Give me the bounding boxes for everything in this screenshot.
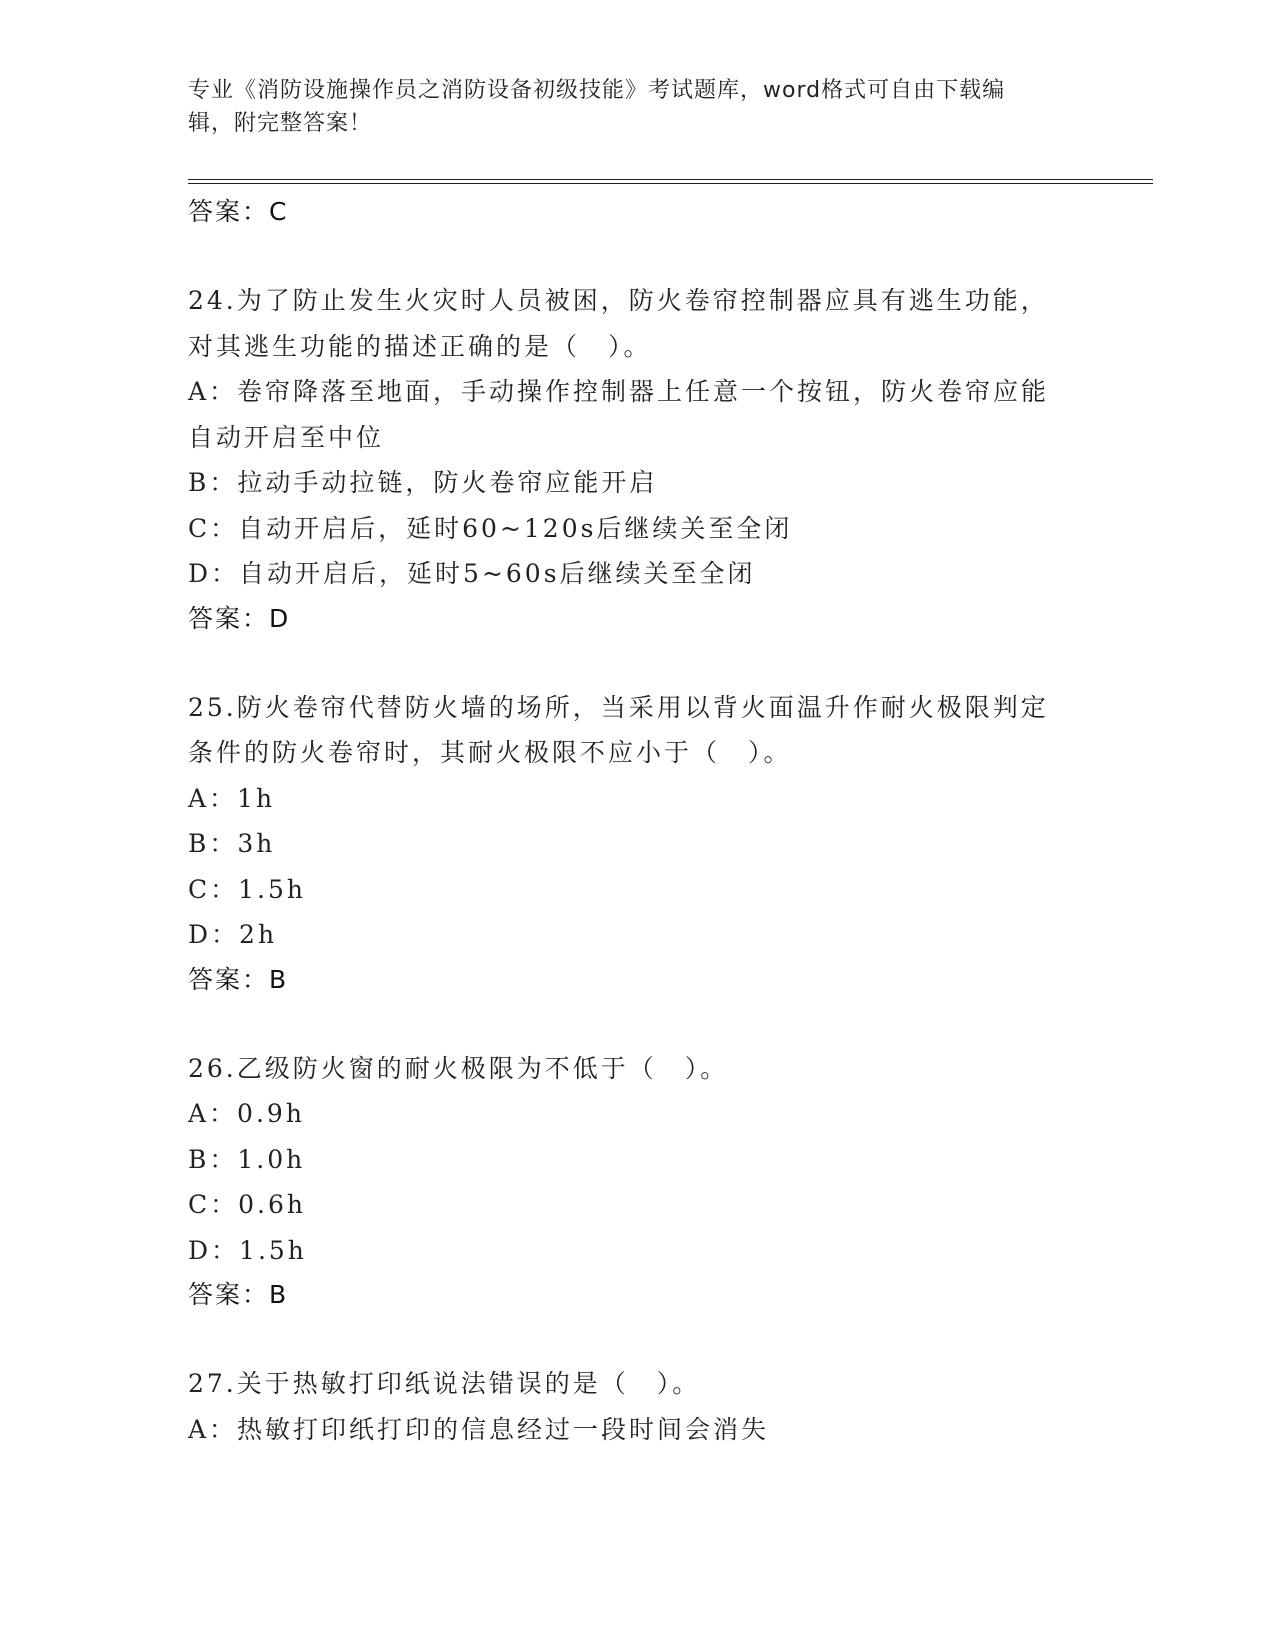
- question-27: [188, 1361, 1088, 1452]
- option-b: B：3h: [188, 829, 276, 858]
- answer: 答案：D: [188, 603, 291, 633]
- header-line-2: 辑，附完整答案！: [188, 111, 373, 136]
- spacer: [188, 1002, 1088, 1046]
- option-a-continued: 自动开启至中位: [188, 422, 385, 452]
- option-c: C：1.5h: [188, 874, 306, 904]
- page-header: [188, 74, 1088, 140]
- answer: 答案：B: [188, 1280, 289, 1309]
- option-b: B：1.0h: [188, 1144, 306, 1174]
- question-24: [188, 278, 1088, 641]
- option-b: B：拉动手动拉链，防火卷帘应能开启: [188, 468, 658, 497]
- spacer: [188, 1317, 1088, 1361]
- question-text-line: 条件的防火卷帘时，其耐火极限不应小于（ ）。: [188, 738, 792, 767]
- header-divider-top: [188, 179, 1153, 180]
- option-d: D：自动开启后，延时5~60s后继续关至全闭: [188, 559, 756, 588]
- option-d: D：2h: [188, 920, 278, 949]
- answer: 答案：B: [188, 964, 289, 994]
- spacer: [188, 641, 1088, 685]
- option-c: C：自动开启后，延时60~120s后继续关至全闭: [188, 513, 793, 543]
- option-c: C：0.6h: [188, 1190, 306, 1219]
- question-text-line: 对其逃生功能的描述正确的是（ ）。: [188, 331, 652, 361]
- option-d: D：1.5h: [188, 1235, 307, 1265]
- header-line-1: 专业《消防设施操作员之消防设备初级技能》考试题库，word格式可自由下载编: [188, 78, 1006, 103]
- option-a: A：0.9h: [188, 1099, 305, 1128]
- question-text-line: 26.乙级防火窗的耐火极限为不低于（ ）。: [188, 1053, 729, 1083]
- option-a: A：卷帘降落至地面，手动操作控制器上任意一个按钮，防火卷帘应能: [188, 377, 1050, 406]
- option-a: A：1h: [188, 783, 276, 813]
- previous-answer: 答案：C: [188, 197, 289, 226]
- question-content: [188, 190, 1088, 1452]
- question-25: [188, 685, 1088, 1002]
- question-text-line: 25.防火卷帘代替防火墙的场所，当采用以背火面温升作耐火极限判定: [188, 692, 1049, 722]
- question-26: [188, 1046, 1088, 1318]
- header-divider-bottom: [188, 183, 1153, 184]
- spacer: [188, 234, 1088, 278]
- question-text-line: 24.为了防止发生火灾时人员被困，防火卷帘控制器应具有逃生功能，: [188, 286, 1049, 315]
- question-text-line: 27.关于热敏打印纸说法错误的是（ ）。: [188, 1369, 701, 1398]
- option-a: A：热敏打印纸打印的信息经过一段时间会消失: [188, 1414, 770, 1444]
